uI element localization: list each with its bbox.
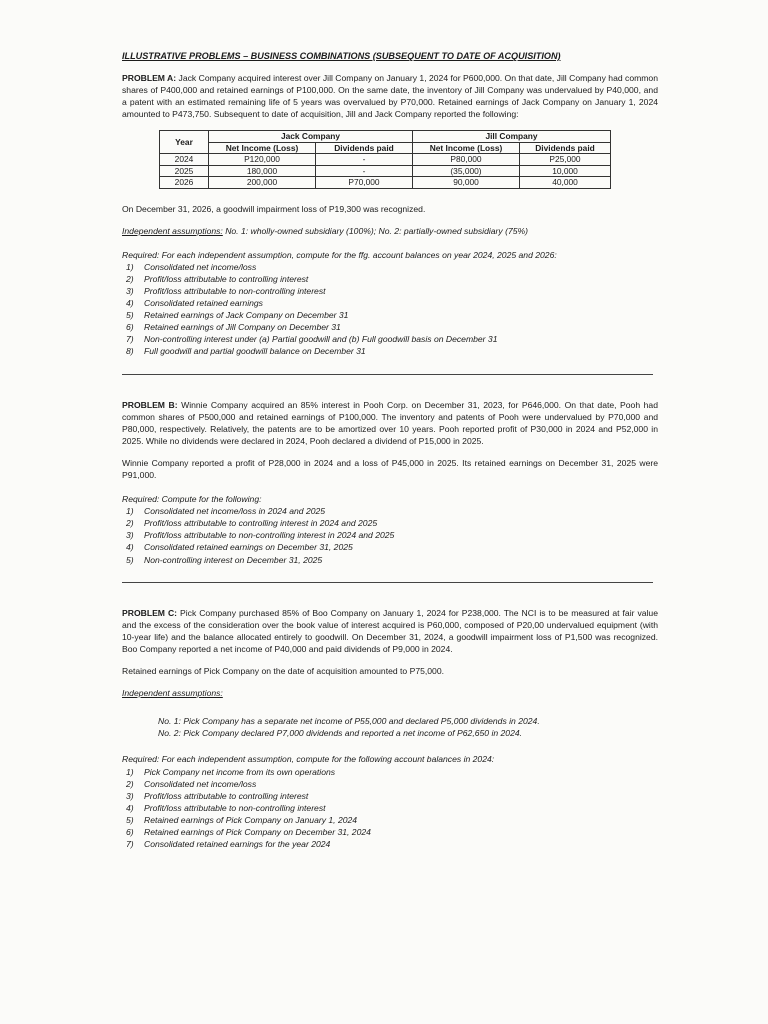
list-item: 5) Retained earnings of Pick Company on January 1, 2024: [126, 814, 358, 825]
list-item: 3) Profit/loss attributable to controlling interest: [126, 790, 309, 801]
column-header: Dividends paid: [316, 142, 413, 153]
problem-b: [122, 399, 658, 566]
list-item: 1) Pick Company net income from its own operations: [126, 766, 336, 777]
list-item: 8) Full goodwill and partial goodwill balance on December 31: [126, 346, 366, 357]
list-item: 5) Retained earnings of Jack Company on December 31: [126, 310, 349, 321]
table-cell: P120,000: [209, 154, 316, 165]
table-cell: -: [316, 154, 413, 165]
problem-b-required-list: [122, 505, 658, 565]
list-item: 2) Profit/loss attributable to controlling interest in 2024 and 2025: [126, 518, 378, 529]
list-item: 4) Consolidated retained earnings on December 31, 2025: [126, 542, 353, 553]
problem-a-required-list: [122, 261, 658, 358]
list-item: 1) Consolidated net income/loss in 2024 and 2025: [126, 506, 326, 517]
table-row: [160, 165, 611, 176]
list-item: 4) Consolidated retained earnings: [126, 298, 263, 309]
table-cell: P70,000: [316, 177, 413, 188]
list-item: 2) Consolidated net income/loss: [126, 778, 257, 789]
problem-c-statement: [122, 607, 658, 655]
list-item: 3) Profit/loss attributable to non-controlling interest: [126, 285, 326, 296]
table-cell: 40,000: [520, 177, 611, 188]
list-item: 1) Consolidated net income/loss: [126, 261, 257, 272]
table-cell: -: [316, 165, 413, 176]
problem-b-text2: Winnie Company reported a profit of P28,000 in 2024 and a loss of P45,000 in 2025. Its retained earnings on December 31, 2025 were P91,000.: [122, 457, 658, 480]
problem-a-statement: [122, 72, 658, 120]
column-header: Dividends paid: [520, 142, 611, 153]
table-cell: 2026: [160, 177, 209, 188]
table-cell: 10,000: [520, 165, 611, 176]
table-row: [160, 177, 611, 188]
income-dividends-table: [159, 130, 611, 188]
column-header: Net Income (Loss): [209, 142, 316, 153]
list-item: 4) Profit/loss attributable to non-controlling interest: [126, 802, 326, 813]
table-cell: P80,000: [413, 154, 520, 165]
jack-company-header: Jack Company: [209, 131, 413, 142]
problem-c-assumption-1: No. 1: Pick Company has a separate net income of P55,000 and declared P5,000 dividends in 2024.: [158, 716, 540, 727]
list-item: 7) Non-controlling interest under (a) Partial goodwill and (b) Full goodwill basis on December 31: [126, 334, 498, 345]
problem-c-assumption-2: No. 2: Pick Company declared P7,000 dividends and reported a net income of P62,650 in 2024.: [158, 728, 523, 739]
column-header: Net Income (Loss): [413, 142, 520, 153]
year-header: Year: [160, 131, 209, 154]
problem-b-required: Required: Compute for the following:: [122, 494, 262, 505]
table-cell: 90,000: [413, 177, 520, 188]
list-item: 6) Retained earnings of Pick Company on December 31, 2024: [126, 826, 371, 837]
list-item: 7) Consolidated retained earnings for the year 2024: [126, 839, 331, 850]
problem-c: [122, 607, 658, 851]
list-item: 3) Profit/loss attributable to non-controlling interest in 2024 and 2025: [126, 530, 395, 541]
problem-a-required: Required: For each independent assumption, compute for the ffg. account balances on year 2024, 2025 and 2026:: [122, 249, 557, 260]
table-cell: 200,000: [209, 177, 316, 188]
problem-c-label: PROBLEM C:: [122, 607, 178, 618]
table-cell: 2025: [160, 165, 209, 176]
list-item: 2) Profit/loss attributable to controlling interest: [126, 273, 309, 284]
assumptions-text: No. 1: wholly-owned subsidiary (100%); No. 2: partially-owned subsidiary (75%): [222, 225, 529, 236]
list-item: 6) Retained earnings of Jill Company on December 31: [126, 322, 341, 333]
problem-c-text: Pick Company purchased 85% of Boo Company on January 1, 2024 for P238,000. The NCI is to be measured at fair value and the excess of the consideration over the book value of interest acquired is P60,000, composed of P20,00 undervalued equipment (with 10-year life) and the balance allocated entirely to goodwill. On December 31, 2024, a goodwill impairment loss of P1,500 was recognized. Boo Company reported a net income of P40,000 and paid dividends of P9,000 in 2024.: [122, 607, 658, 654]
problem-c-required-list: [122, 766, 658, 851]
table-cell: 2024: [160, 154, 209, 165]
problem-b-text: Winnie Company acquired an 85% interest in Pooh Corp. on December 31, 2023, for P646,000. On that date, Pooh had common shares of P500,000 and retained earnings of P100,000. The inventory and patents of Pooh were undervalued by P70,000 and P80,000, respectively. Relatively, the patents are to be amortized over 10 years. Pooh reported profit of P30,000 in 2024 and P52,000 in 2025. While no dividends were declared in 2024, Pooh declared a dividend of P15,000 in 2025.: [122, 399, 658, 446]
table-subheader-row: [160, 142, 611, 153]
table-header-row: [160, 131, 611, 142]
table-row: [160, 154, 611, 165]
problem-a-text: Jack Company acquired interest over Jill Company on January 1, 2024 for P600,000. On that date, Jill Company had common shares of P400,000 and retained earnings of P100,000. On the same date, the inventory of Jill Company was undervalued by P40,000, and a patent with an estimated remaining life of 5 years was overvalued by P70,000. Retained earnings of Jack Company on January 1, 2024 amounted to P473,750. Subsequent to date of acquisition, Jill and Jack Company reported the following:: [122, 73, 658, 120]
problem-a-assumptions: [122, 225, 658, 237]
document-content: [122, 50, 658, 850]
problem-a: [122, 72, 658, 357]
page-heading: ILLUSTRATIVE PROBLEMS – BUSINESS COMBINATIONS (SUBSEQUENT TO DATE OF ACQUISITION): [122, 51, 561, 61]
table-cell: 180,000: [209, 165, 316, 176]
problem-b-statement: [122, 399, 658, 447]
problem-c-assumptions-label: Independent assumptions:: [122, 688, 223, 699]
assumptions-label: Independent assumptions:: [122, 225, 223, 236]
problem-a-label: PROBLEM A:: [122, 73, 177, 84]
table-cell: P25,000: [520, 154, 611, 165]
problem-c-text2: Retained earnings of Pick Company on the date of acquisition amounted to P75,000.: [122, 666, 444, 677]
jill-company-header: Jill Company: [413, 131, 611, 142]
problem-b-label: PROBLEM B:: [122, 399, 178, 410]
problem-c-required: Required: For each independent assumption, compute for the following account balances in 2024:: [122, 754, 495, 765]
problem-a-impairment: On December 31, 2026, a goodwill impairment loss of P19,300 was recognized.: [122, 203, 426, 214]
table-cell: (35,000): [413, 165, 520, 176]
list-item: 5) Non-controlling interest on December 31, 2025: [126, 554, 323, 565]
